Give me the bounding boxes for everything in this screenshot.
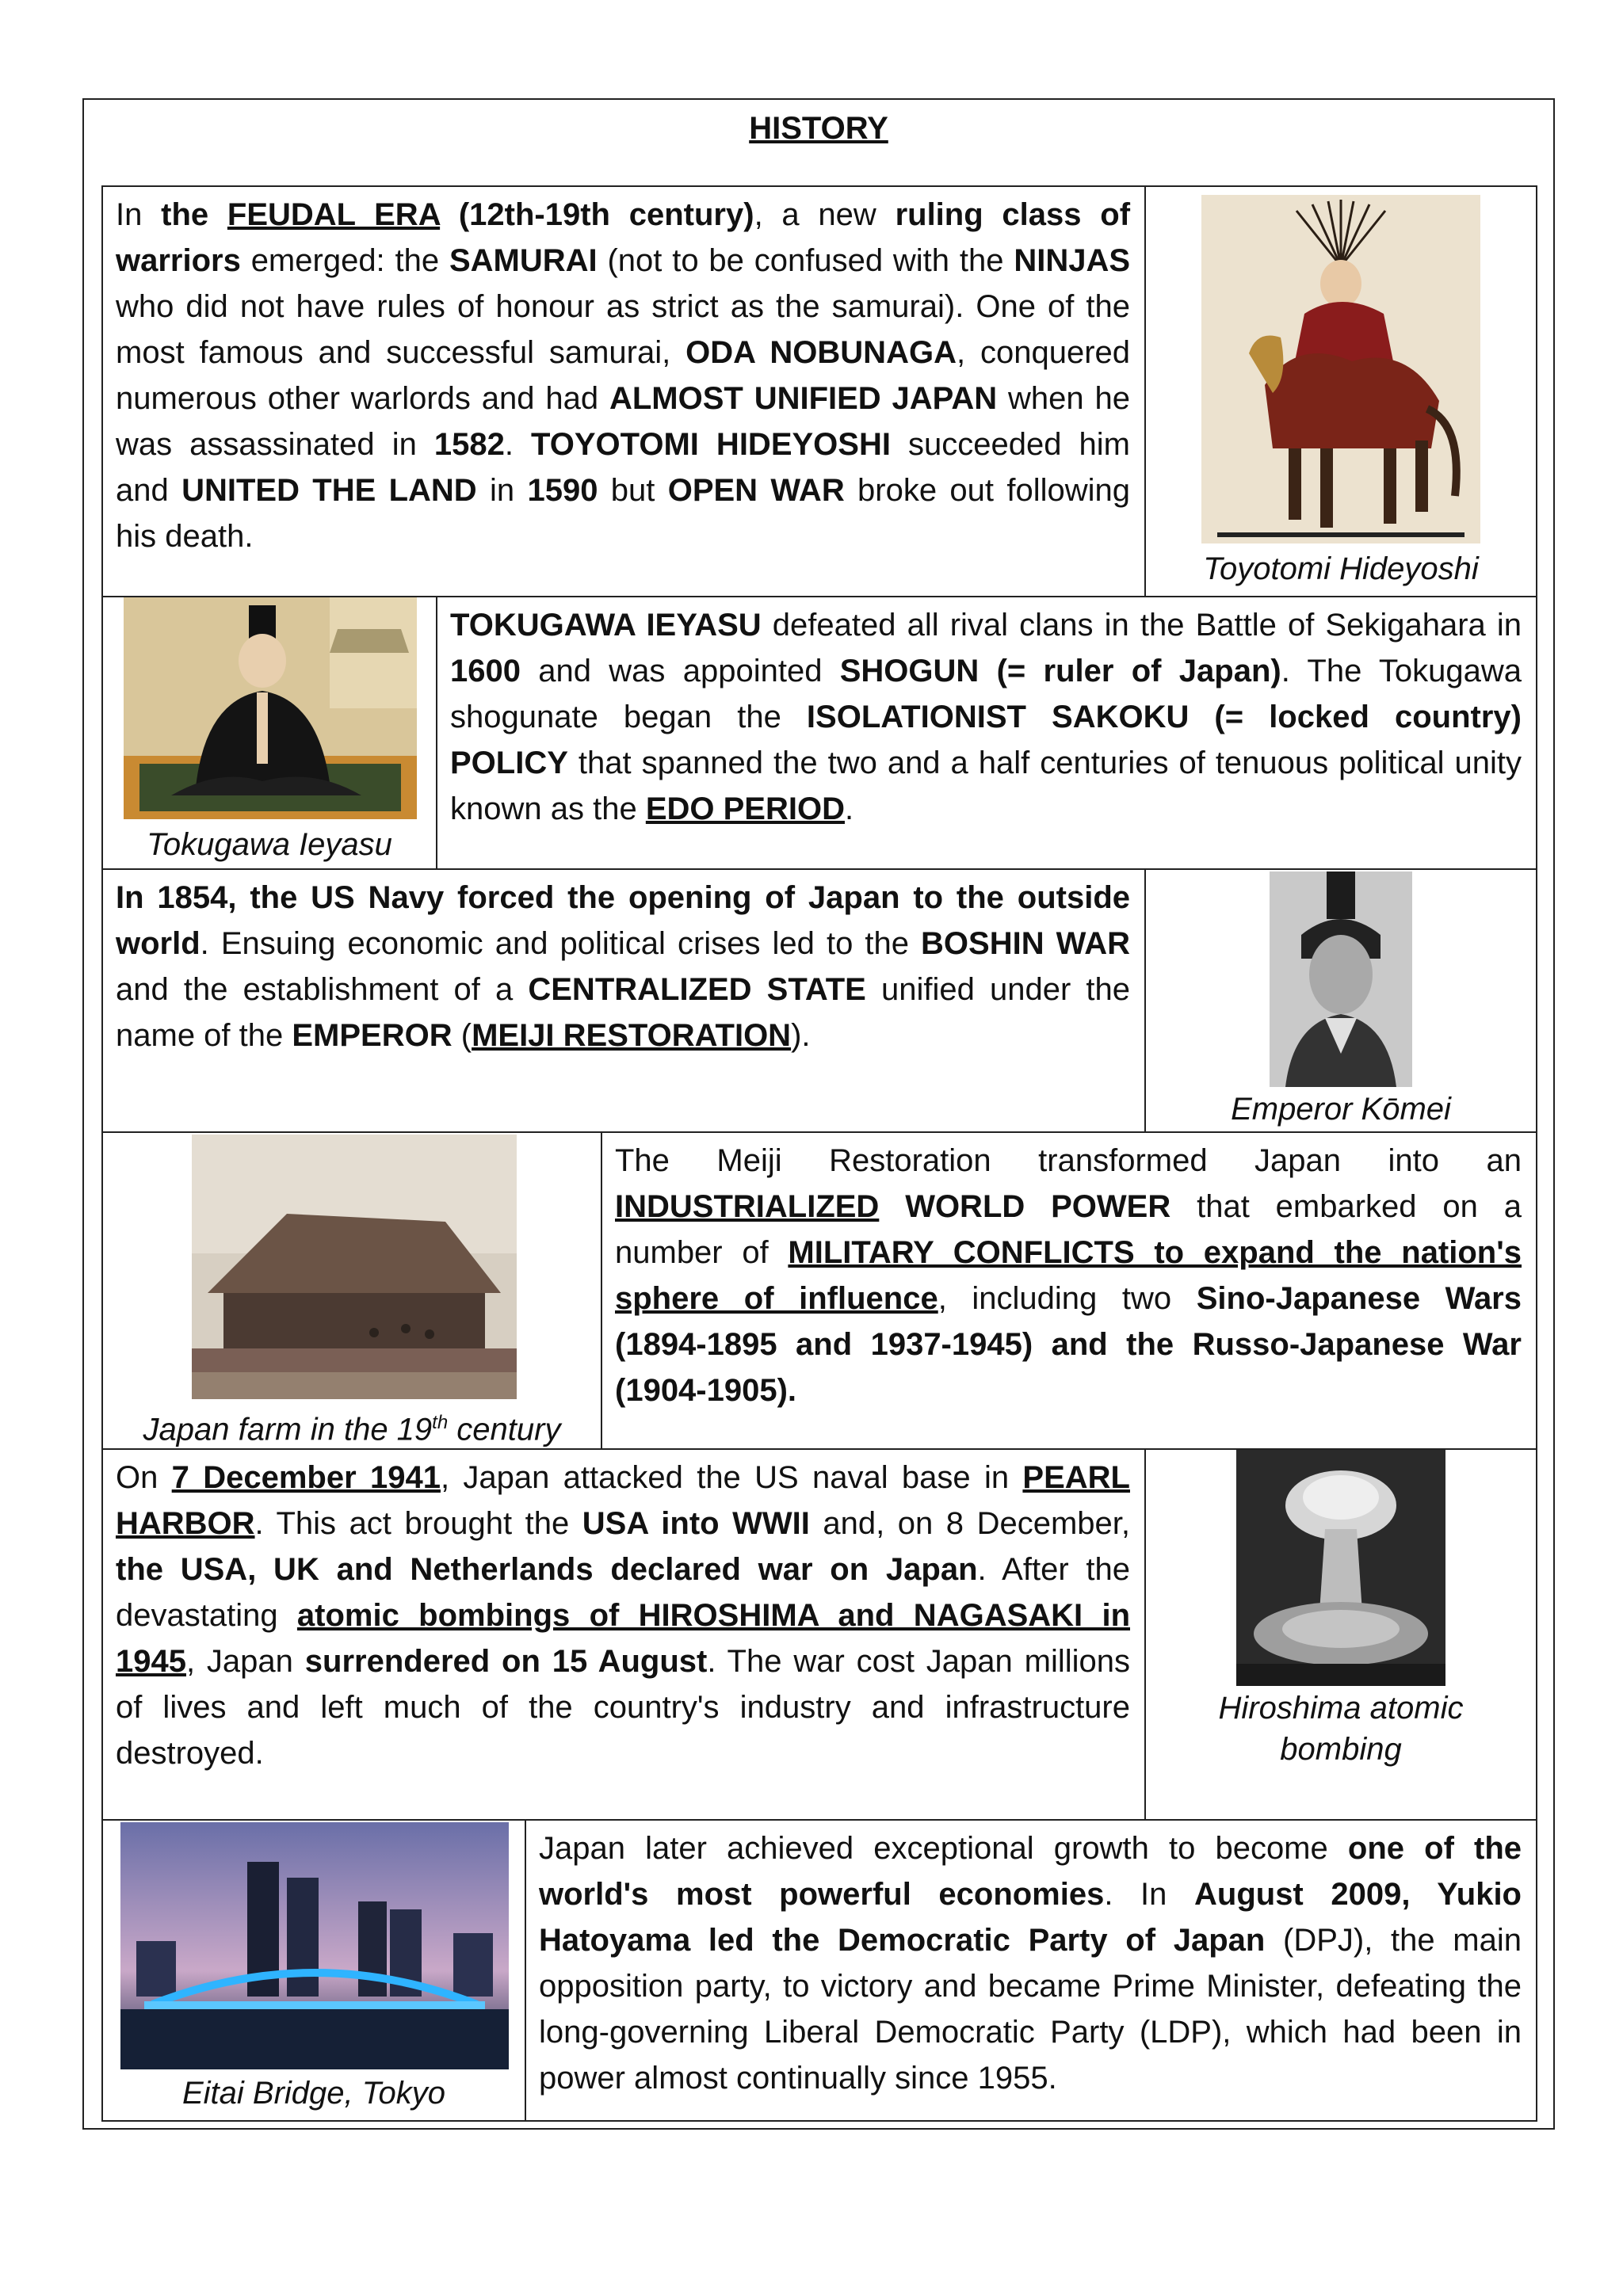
farm-photo-image: [192, 1135, 517, 1399]
image-caption: Emperor Kōmei: [1231, 1092, 1451, 1127]
emperor-portrait-image: [1270, 871, 1412, 1087]
section-wwii: [101, 1450, 1537, 1821]
shogun-portrait-image: [124, 597, 417, 819]
section-modern-japan: [101, 1821, 1537, 2122]
image-caption: Toyotomi Hideyoshi: [1203, 551, 1479, 586]
image-caption: Hiroshima atomic bombing: [1218, 1691, 1464, 1767]
section-text: In 1854, the US Navy forced the opening of Japan to the outside world. Ensuing economic and political crises led to the BOSHIN WAR and the establishment of a CENTRALIZED STATE unified under the name of the EMPEROR (MEIJI RESTORATION).: [103, 870, 1146, 1131]
section-text: In the FEUDAL ERA (12th-19th century), a new ruling class of warriors emerged: the SAMURAI (not to be confused with the NINJAS who did not have rules of honour as strict as the samurai). One of the most famous and successful samurai, ODA NOBUNAGA, conquered numerous other warlords and had ALMOST UNIFIED JAPAN when he was assassinated in 1582. TOYOTOMI HIDEYOSHI succeeded him and UNITED THE LAND in 1590 but OPEN WAR broke out following his death.: [103, 187, 1146, 596]
section-text: On 7 December 1941, Japan attacked the US naval base in PEARL HARBOR. This act brought the USA into WWII and, on 8 December, the USA, UK and Netherlands declared war on Japan. After the devastating atomic bombings of HIROSHIMA and NAGASAKI in 1945, Japan surrendered on 15 August. The war cost Japan millions of lives and left much of the country's industry and infrastructure destroyed.: [103, 1450, 1146, 1819]
image-cell: [103, 1133, 602, 1448]
bridge-photo-image: [120, 1822, 509, 2069]
image-caption: Tokugawa Ieyasu: [147, 827, 392, 862]
image-cell: [103, 1821, 526, 2120]
image-cell: [1146, 1450, 1536, 1819]
image-cell: [103, 597, 437, 868]
history-frame: [82, 98, 1555, 2130]
image-cell: [1146, 187, 1536, 596]
image-caption: Eitai Bridge, Tokyo: [181, 2076, 446, 2111]
section-text: Japan later achieved exceptional growth to become one of the world's most powerful economies. In August 2009, Yukio Hatoyama led the Democratic Party of Japan (DPJ), the main opposition party, to victory and became Prime Minister, defeating the long-governing Liberal Democratic Party (LDP), which had been in power almost continually since 1955.: [539, 1831, 1522, 2096]
section-feudal-era: [101, 185, 1537, 597]
page-title: HISTORY: [749, 111, 888, 146]
section-text: TOKUGAWA IEYASU defeated all rival clans in the Battle of Sekigahara in 1600 and was appointed SHOGUN (= ruler of Japan). The Tokugawa shogunate began the ISOLATIONIST SAKOKU (= locked country) POLICY that spanned the two and a half centuries of tenuous political unity known as the EDO PERIOD.: [450, 608, 1522, 826]
section-world-power: [101, 1133, 1537, 1450]
section-meiji: [101, 870, 1537, 1133]
samurai-portrait-image: [1201, 195, 1480, 543]
image-cell: [1146, 870, 1536, 1131]
mushroom-cloud-image: [1236, 1450, 1445, 1686]
section-tokugawa: [101, 597, 1537, 870]
image-caption: Japan farm in the 19th century: [143, 1412, 561, 1447]
section-text: The Meiji Restoration transformed Japan into an INDUSTRIALIZED WORLD POWER that embarked on a number of MILITARY CONFLICTS to expand the nation's sphere of influence, including two Sino-Japanese Wars (1894-1895 and 1937-1945) and the Russo-Japanese War (1904-1905).: [615, 1143, 1522, 1408]
